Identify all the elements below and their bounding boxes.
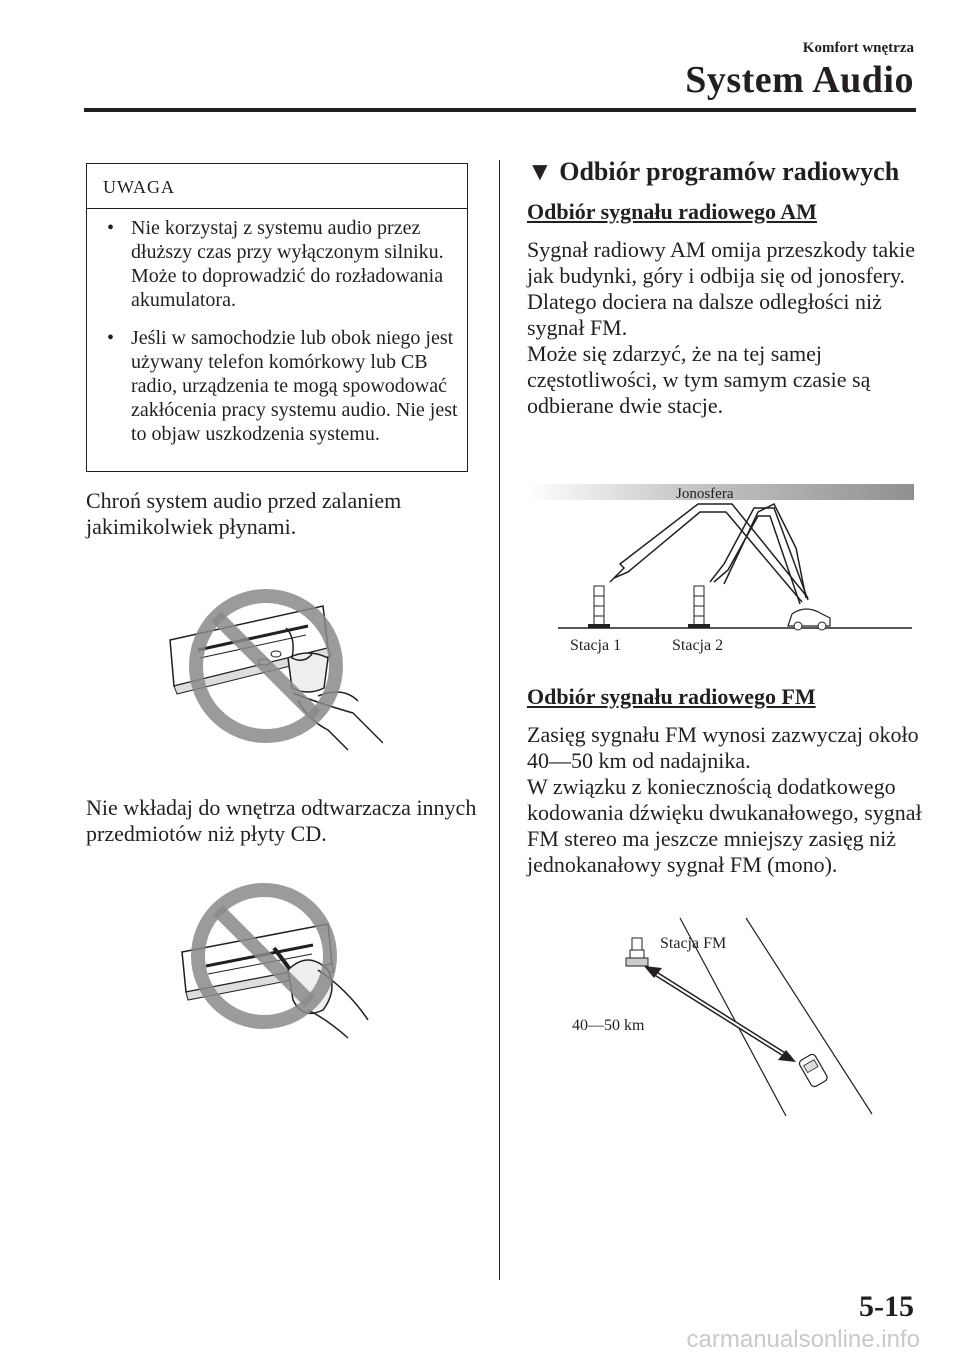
- fm-range-diagram: [560, 912, 890, 1122]
- car-icon: [788, 609, 830, 630]
- note-item-text: Jeśli w samochodzie lub obok niego jest używany telefon komórkowy lub CB radio, urządzenia te mogą spowodować zakłócenia pracy systemu audio. Nie jest to objaw uszkodzenia systemu.: [131, 327, 458, 445]
- bullet: •: [107, 217, 115, 239]
- am-heading: Odbiór sygnału radiowego AM: [527, 199, 817, 224]
- section-title: System Audio: [685, 59, 914, 101]
- paragraph-liquid-warning: Chroń system audio przed zalaniem jakimikolwiek płynami.: [86, 488, 402, 539]
- station-2-label: Stacja 2: [672, 637, 724, 654]
- note-item: [87, 326, 467, 446]
- note-item-text: Nie korzystaj z systemu audio przez dłuższy czas przy wyłączonym silniku. Może to doprowadzić do rozładowania akumulatora.: [131, 217, 444, 311]
- station-2-tower-icon: [688, 586, 710, 628]
- triangle-marker-icon: ▼: [527, 157, 553, 186]
- note-box: [86, 163, 468, 472]
- column-divider: [499, 160, 500, 1280]
- note-title: UWAGA: [103, 177, 175, 197]
- fm-heading: Odbiór sygnału radiowego FM: [527, 684, 816, 709]
- fm-paragraph: Zasięg sygnału FM wynosi zazwyczaj około 40―50 km od nadajnika. W związku z koniecznością dodatkowego kodowania dźwięku dwukanałowego, sygnał FM stereo ma jeszcze mniejszy zasięg niż jednokanałowy sygnał FM (mono).: [527, 722, 922, 877]
- bullet: •: [107, 327, 115, 349]
- car-icon: [798, 1053, 829, 1088]
- no-objects-illustration: [178, 880, 378, 1040]
- station-1-label: Stacja 1: [570, 637, 622, 654]
- radio-reception-heading: [527, 157, 899, 187]
- station-1-tower-icon: [588, 586, 610, 628]
- am-paragraph: Sygnał radiowy AM omija przeszkody takie jak budynki, góry i odbija się od jonosfery. Dlatego dociera na dalsze odległości niż sygnał FM. Może się zdarzyć, że na tej samej częstotliwości, w tym samym czasie są odbierane dwie stacje.: [527, 237, 915, 418]
- fm-station-label: Stacja FM: [660, 935, 727, 952]
- header-rule: [84, 108, 916, 112]
- section-label: Komfort wnętrza: [802, 40, 914, 56]
- note-header: [87, 164, 467, 209]
- range-arrow: [644, 966, 796, 1062]
- note-list: [87, 216, 467, 460]
- am-reception-diagram: [528, 478, 916, 658]
- fm-station-tower-icon: [626, 938, 648, 966]
- note-item: [87, 216, 467, 312]
- am-signal-paths: [610, 504, 808, 604]
- watermark: carmanualsonline.info: [686, 1326, 920, 1353]
- no-liquid-illustration: [168, 588, 383, 753]
- range-boundary-line: [746, 918, 872, 1114]
- radio-reception-heading-text: Odbiór programów radiowych: [559, 157, 900, 186]
- page-number: 5-15: [859, 1290, 914, 1323]
- paragraph-cd-warning: Nie wkładaj do wnętrza odtwarzacza innych przedmiotów niż płyty CD.: [86, 795, 477, 846]
- ionosphere-label: Jonosfera: [676, 486, 734, 502]
- distance-label: 40―50 km: [572, 1017, 645, 1034]
